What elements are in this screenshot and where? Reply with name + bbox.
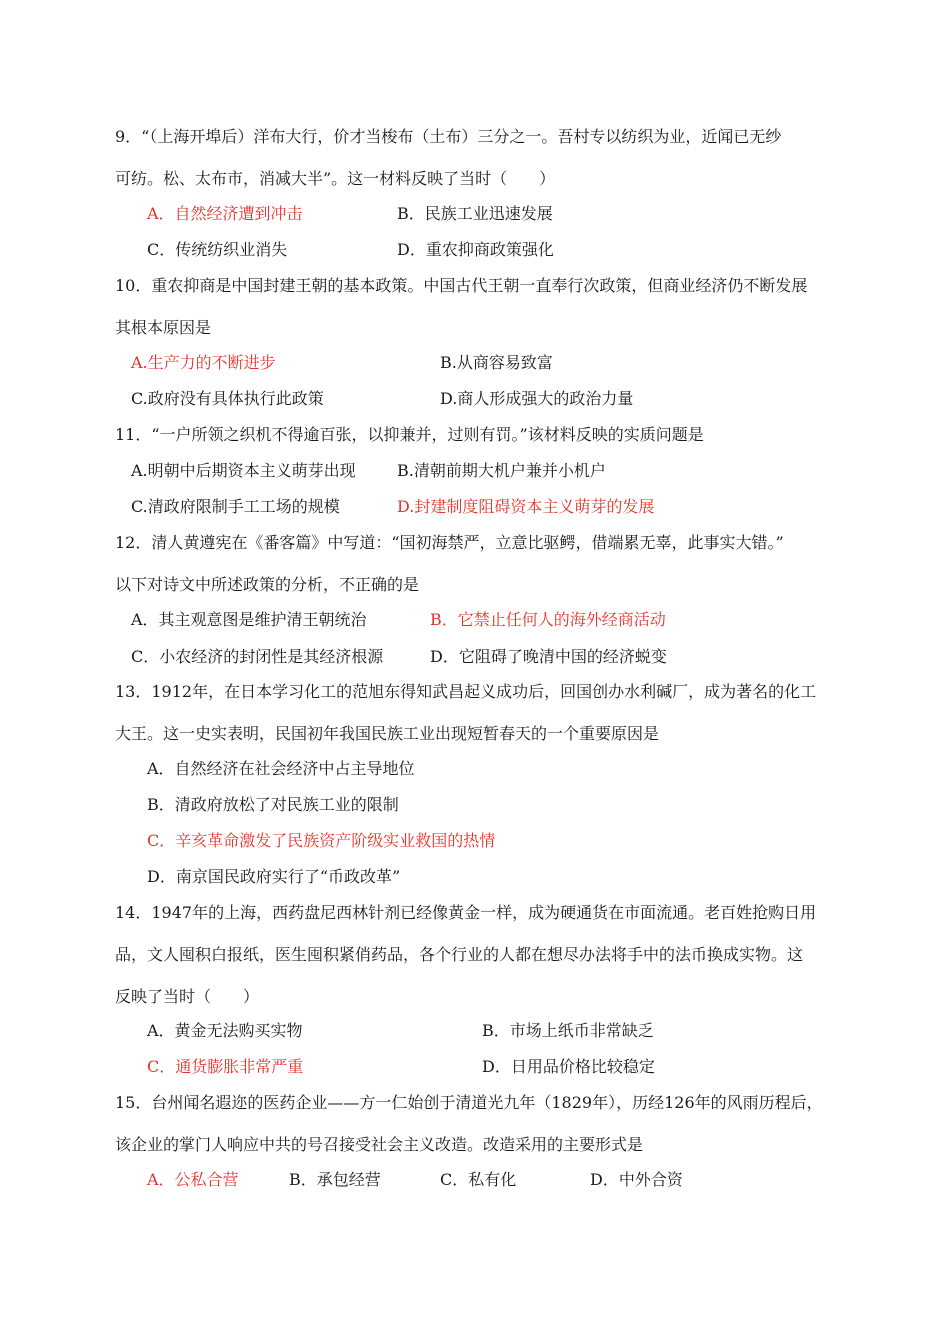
- q12-option-c: C．小农经济的封闭性是其经济根源: [131, 647, 384, 666]
- q10-option-c: C.政府没有具体执行此政策: [131, 389, 324, 408]
- q14-stem-line-2: 品，文人囤积白报纸，医生囤积紧俏药品，各个行业的人都在想尽办法将手中的法币换成实物。这: [115, 945, 804, 964]
- q15-option-d: D．中外合资: [590, 1170, 683, 1189]
- q13-option-c: C．辛亥革命激发了民族资产阶级实业救国的热情: [147, 831, 496, 850]
- q10-option-d: D.商人形成强大的政治力量: [440, 389, 634, 408]
- q10-stem-line-1: 10．重农抑商是中国封建王朝的基本政策。中国古代王朝一直奉行次政策，但商业经济仍不断发展: [115, 276, 808, 295]
- q13-option-b: B．清政府放松了对民族工业的限制: [147, 795, 399, 814]
- q13-option-d: D．南京国民政府实行了“币政改革”: [147, 867, 401, 886]
- q9-option-d: D．重农抑商政策强化: [397, 240, 554, 259]
- q9-stem-line-2: 可纺。松、太布市，消减大半”。这一材料反映了当时（ ）: [115, 169, 556, 188]
- q14-stem-line-1: 14．1947年的上海，西药盘尼西林针剂已经像黄金一样，成为硬通货在市面流通。老百姓抢购日用: [115, 903, 817, 922]
- q11-option-a: A.明朝中后期资本主义萌芽出现: [131, 461, 356, 480]
- q14-option-a: A．黄金无法购买实物: [147, 1021, 303, 1040]
- q15-stem-line-1: 15．台州闻名遐迩的医药企业——方一仁始创于清道光九年（1829年），历经126年的风雨历程后，: [115, 1093, 823, 1112]
- q10-option-a: A.生产力的不断进步: [131, 353, 276, 372]
- q12-option-b: B．它禁止任何人的海外经商活动: [430, 610, 666, 629]
- q14-option-d: D．日用品价格比较稳定: [482, 1057, 655, 1076]
- q9-option-b: B．民族工业迅速发展: [397, 204, 553, 223]
- q10-option-b: B.从商容易致富: [440, 353, 553, 372]
- q11-option-d: D.封建制度阻碍资本主义萌芽的发展: [397, 497, 655, 516]
- q11-option-b: B.清朝前期大机户兼并小机户: [397, 461, 606, 480]
- q13-stem-line-1: 13．1912年，在日本学习化工的范旭东得知武昌起义成功后，回国创办水利碱厂，成为著名的化工: [115, 682, 817, 701]
- q14-option-c: C．通货膨胀非常严重: [147, 1057, 304, 1076]
- q12-option-a: A．其主观意图是维护清王朝统治: [131, 610, 367, 629]
- q14-option-b: B．市场上纸币非常缺乏: [482, 1021, 654, 1040]
- q15-option-a: A．公私合营: [147, 1170, 239, 1189]
- q12-option-d: D．它阻碍了晚清中国的经济蜕变: [430, 647, 667, 666]
- q12-stem-line-1: 12．清人黄遵宪在《番客篇》中写道：“国初海禁严，立意比驱鳄，借端累无辜，此事实大错。”: [115, 533, 784, 552]
- q15-option-c: C．私有化: [440, 1170, 517, 1189]
- q14-stem-line-3: 反映了当时（ ）: [115, 987, 260, 1006]
- q13-option-a: A．自然经济在社会经济中占主导地位: [147, 759, 415, 778]
- q11-stem-line-1: 11．“一户所领之织机不得逾百张，以抑兼并，过则有罚。”该材料反映的实质问题是: [115, 425, 704, 444]
- q15-option-b: B．承包经营: [289, 1170, 381, 1189]
- q15-stem-line-2: 该企业的掌门人响应中共的号召接受社会主义改造。改造采用的主要形式是: [115, 1135, 644, 1154]
- q9-option-c: C．传统纺织业消失: [147, 240, 288, 259]
- q12-stem-line-2: 以下对诗文中所述政策的分析，不正确的是: [115, 575, 420, 594]
- q11-option-c: C.清政府限制手工工场的规模: [131, 497, 340, 516]
- q10-stem-line-2: 其根本原因是: [115, 318, 212, 337]
- q9-option-a: A．自然经济遭到冲击: [147, 204, 303, 223]
- q13-stem-line-2: 大王。这一史实表明，民国初年我国民族工业出现短暂春天的一个重要原因是: [115, 724, 660, 743]
- q9-stem-line-1: 9．“（上海开埠后）洋布大行，价才当梭布（土布）三分之一。吾村专以纺织为业，近闻已无纱: [115, 127, 782, 146]
